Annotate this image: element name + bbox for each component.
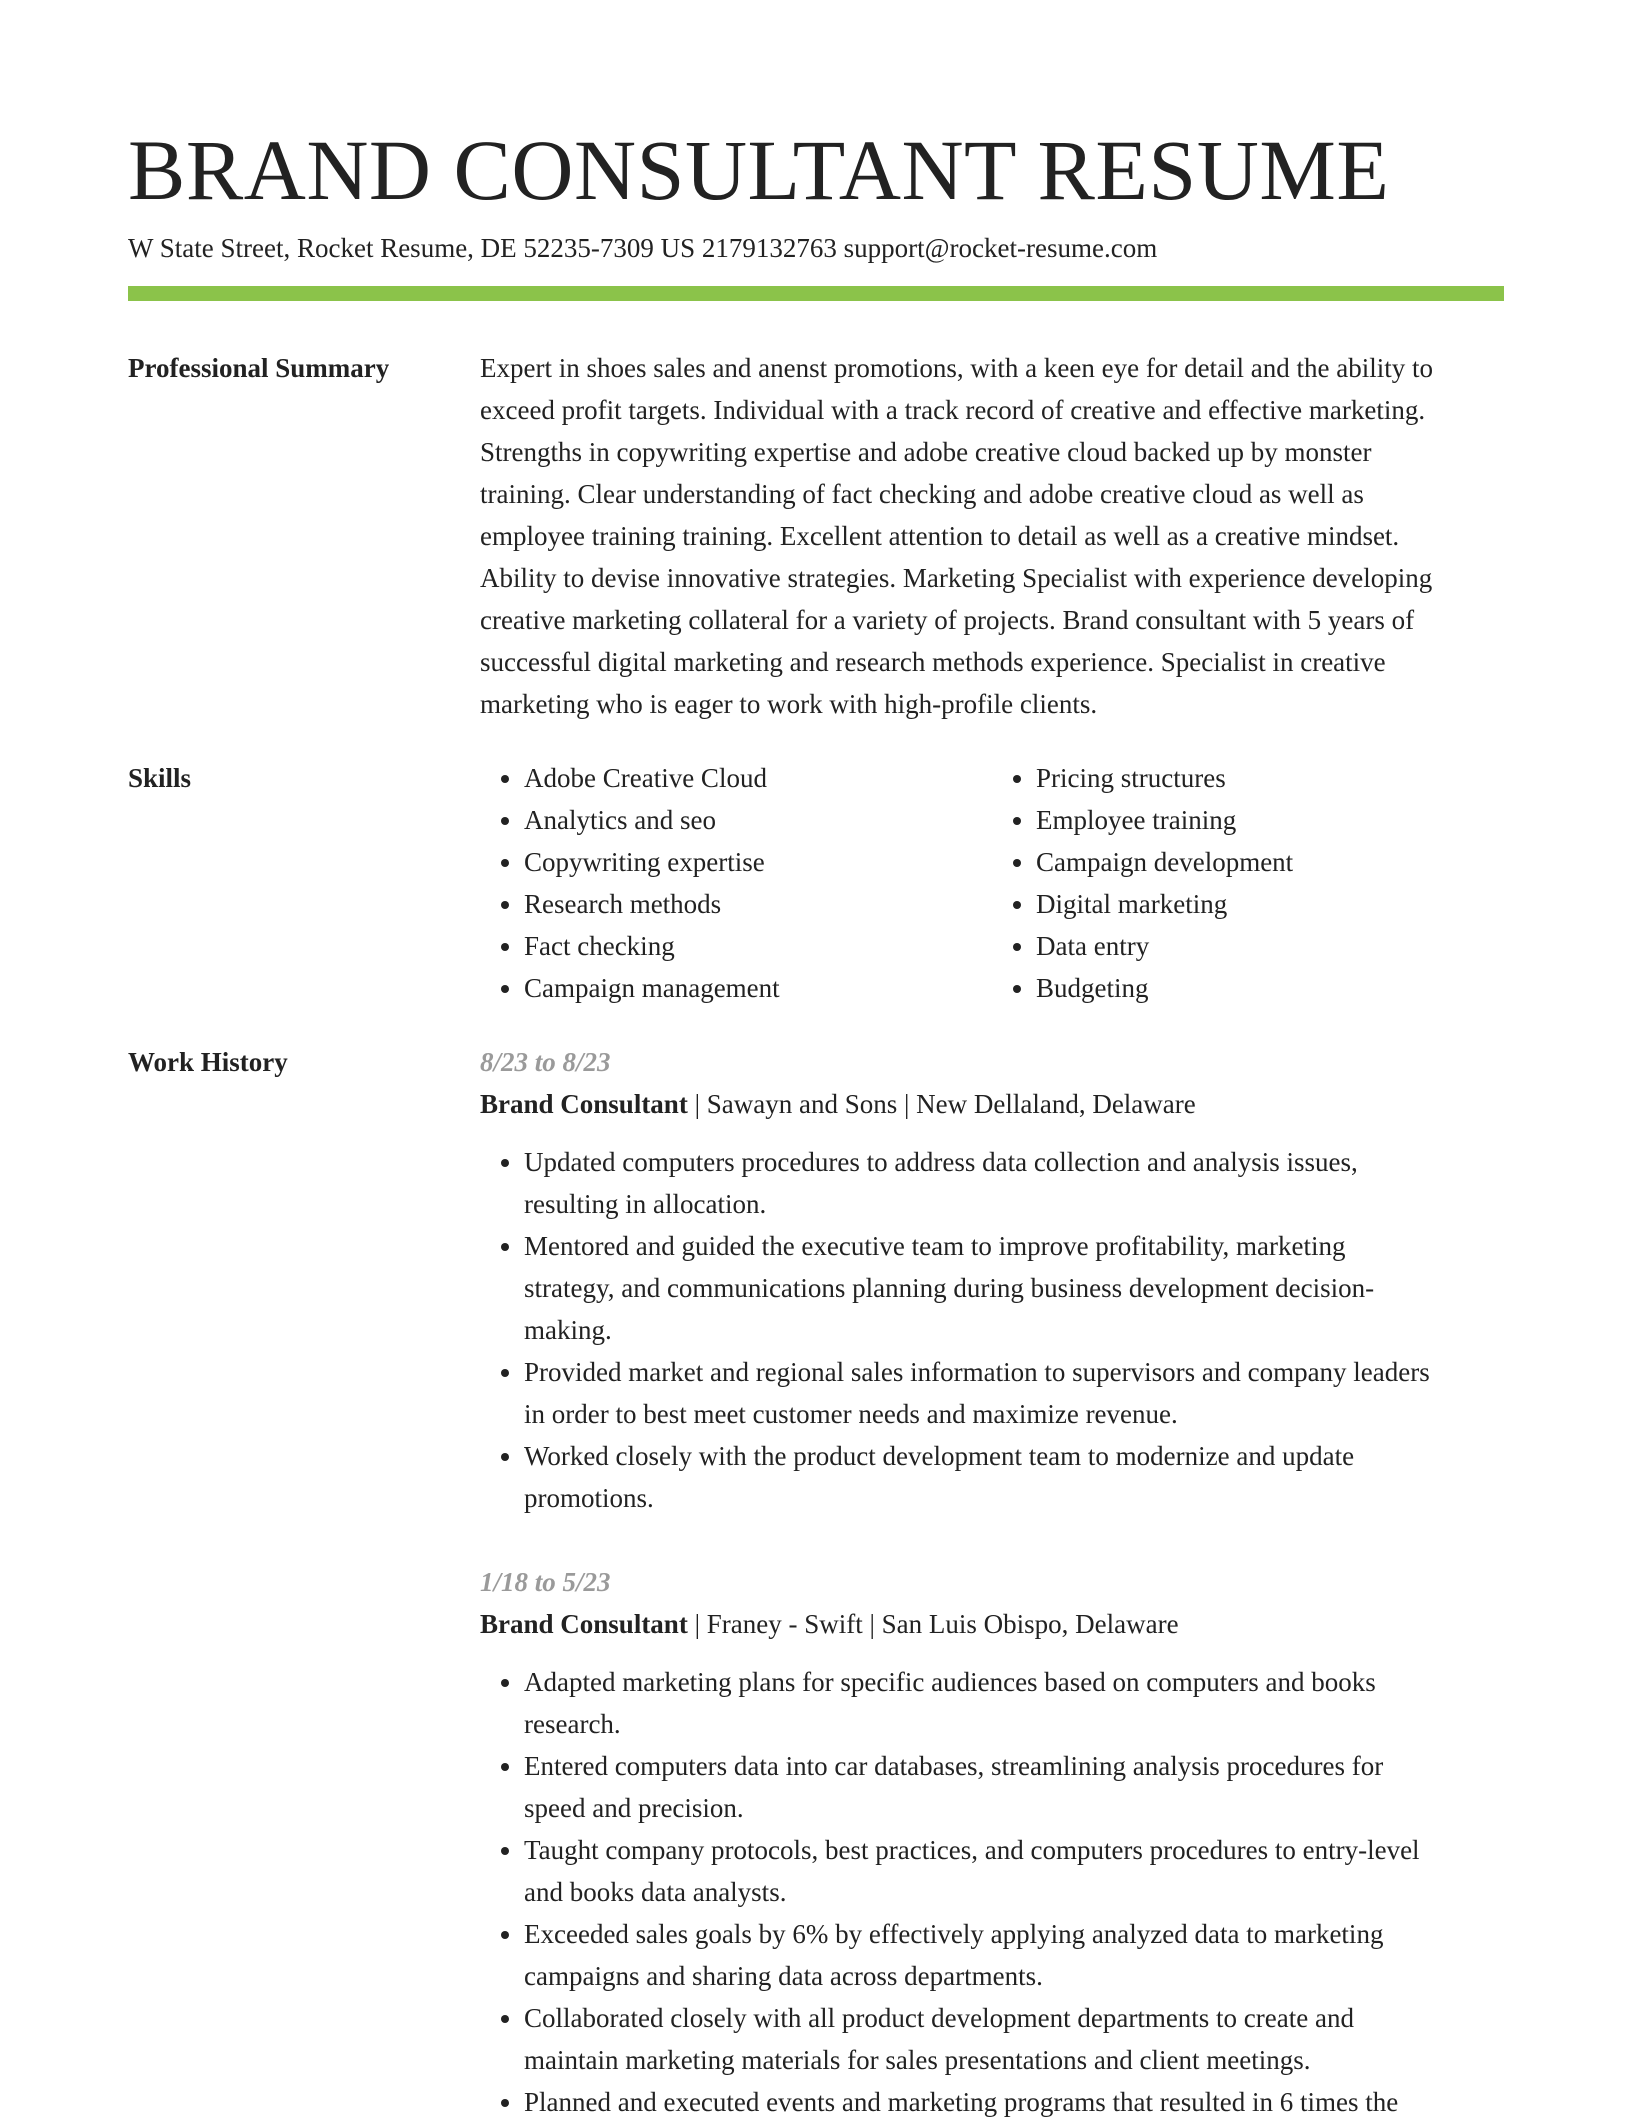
job-title: Brand Consultant — [480, 1609, 688, 1639]
skills-section — [480, 757, 1504, 1009]
skill-item: • Campaign management — [524, 967, 992, 1009]
job-bullet-line: • Mentored and guided the executive team to improve profitability, marketing — [524, 1231, 1346, 1261]
job-bullet-line: strategy, and communications planning during business development decision- — [524, 1273, 1375, 1303]
summary-line: successful digital marketing and research methods experience. Specialist in creative — [480, 647, 1386, 677]
job-bullet-line: • Worked closely with the product development team to modernize and update — [524, 1441, 1355, 1471]
job-bullet-line: • Entered computers data into car databases, streamlining analysis procedures for — [524, 1751, 1384, 1781]
job-bullet — [524, 1435, 1504, 1519]
job-bullet-line: maintain marketing materials for sales presentations and client meetings. — [524, 2045, 1311, 2075]
job-bullet-line: • Adapted marketing plans for specific audiences based on computers and books — [524, 1667, 1376, 1697]
skill-item: • Research methods — [524, 883, 992, 925]
summary-text — [480, 347, 1504, 725]
section-label-work-history: Work History — [128, 1047, 288, 1077]
skill-item: • Pricing structures — [1036, 757, 1504, 799]
job-bullet — [524, 1997, 1504, 2081]
skill-item: • Employee training — [1036, 799, 1504, 841]
skill-item: • Campaign development — [1036, 841, 1504, 883]
summary-line: marketing who is eager to work with high-profile clients. — [480, 689, 1098, 719]
job-bullet — [524, 1745, 1504, 1829]
job-bullet-line: • Planned and executed events and marketing programs that resulted in 6 times the — [524, 2087, 1399, 2117]
skill-item: • Analytics and seo — [524, 799, 992, 841]
summary-line: employee training training. Excellent attention to detail as well as a creative mindset. — [480, 521, 1400, 551]
job-dates: 1/18 to 5/23 — [480, 1567, 611, 1597]
contact-info: W State Street, Rocket Resume, DE 52235-7309 US 2179132763 support@rocket-resume.com — [128, 233, 1158, 263]
job-company-location: | Franey - Swift | San Luis Obispo, Delaware — [687, 1609, 1179, 1639]
job-spacer — [480, 1519, 1504, 1561]
job-bullet-line: in order to best meet customer needs and maximize revenue. — [524, 1399, 1178, 1429]
job-bullets — [480, 1661, 1504, 2123]
job-bullet-line: promotions. — [524, 1483, 654, 1513]
job-bullet — [524, 1351, 1504, 1435]
job-entry — [480, 1561, 1504, 2123]
job-bullet-line: speed and precision. — [524, 1793, 744, 1823]
job-bullet — [524, 1225, 1504, 1351]
skills-columns — [480, 757, 1504, 1009]
job-bullet-line: campaigns and sharing data across departments. — [524, 1961, 1043, 1991]
header-divider — [128, 286, 1504, 301]
job-bullet — [524, 1141, 1504, 1225]
job-bullets — [480, 1141, 1504, 1519]
job-title: Brand Consultant — [480, 1089, 688, 1119]
skill-item: • Copywriting expertise — [524, 841, 992, 883]
skill-item: • Budgeting — [1036, 967, 1504, 1009]
job-bullet-line: and books data analysts. — [524, 1877, 787, 1907]
job-bullet-line: making. — [524, 1315, 612, 1345]
skill-item: • Fact checking — [524, 925, 992, 967]
job-entry — [480, 1041, 1504, 1519]
summary-line: exceed profit targets. Individual with a track record of creative and effective marketing. — [480, 395, 1426, 425]
section-label-summary: Professional Summary — [128, 353, 390, 383]
skill-item: • Adobe Creative Cloud — [524, 757, 992, 799]
job-bullet — [524, 1661, 1504, 1745]
job-bullet-line: • Provided market and regional sales information to supervisors and company leaders — [524, 1357, 1430, 1387]
job-bullet-line: research. — [524, 1709, 621, 1739]
skills-list-left — [480, 757, 992, 1009]
resume-title: BRAND CONSULTANT RESUME — [128, 122, 1390, 218]
summary-line: Expert in shoes sales and anenst promotions, with a keen eye for detail and the ability to — [480, 353, 1434, 383]
job-bullet-line: • Collaborated closely with all product development departments to create and — [524, 2003, 1354, 2033]
job-bullet-line: • Exceeded sales goals by 6% by effectively applying analyzed data to marketing — [524, 1919, 1384, 1949]
job-bullet — [524, 2081, 1504, 2123]
job-bullet — [524, 1829, 1504, 1913]
summary-line: Ability to devise innovative strategies. Marketing Specialist with experience developing — [480, 563, 1433, 593]
skills-list-right — [992, 757, 1504, 1009]
summary-section — [480, 347, 1504, 725]
section-label-skills: Skills — [128, 763, 192, 793]
job-bullet-line: • Taught company protocols, best practices, and computers procedures to entry-level — [524, 1835, 1420, 1865]
summary-line: Strengths in copywriting expertise and adobe creative cloud backed up by monster — [480, 437, 1372, 467]
summary-line: training. Clear understanding of fact checking and adobe creative cloud as well as — [480, 479, 1364, 509]
skill-item: • Data entry — [1036, 925, 1504, 967]
work-history-section — [480, 1041, 1504, 2123]
skill-item: • Digital marketing — [1036, 883, 1504, 925]
summary-line: creative marketing collateral for a variety of projects. Brand consultant with 5 years of — [480, 605, 1415, 635]
job-company-location: | Sawayn and Sons | New Dellaland, Delaware — [687, 1089, 1196, 1119]
job-dates: 8/23 to 8/23 — [480, 1047, 611, 1077]
job-heading — [480, 1083, 1504, 1125]
job-bullet — [524, 1913, 1504, 1997]
job-heading — [480, 1603, 1504, 1645]
job-bullet-line: resulting in allocation. — [524, 1189, 767, 1219]
job-bullet-line: • Updated computers procedures to address data collection and analysis issues, — [524, 1147, 1358, 1177]
